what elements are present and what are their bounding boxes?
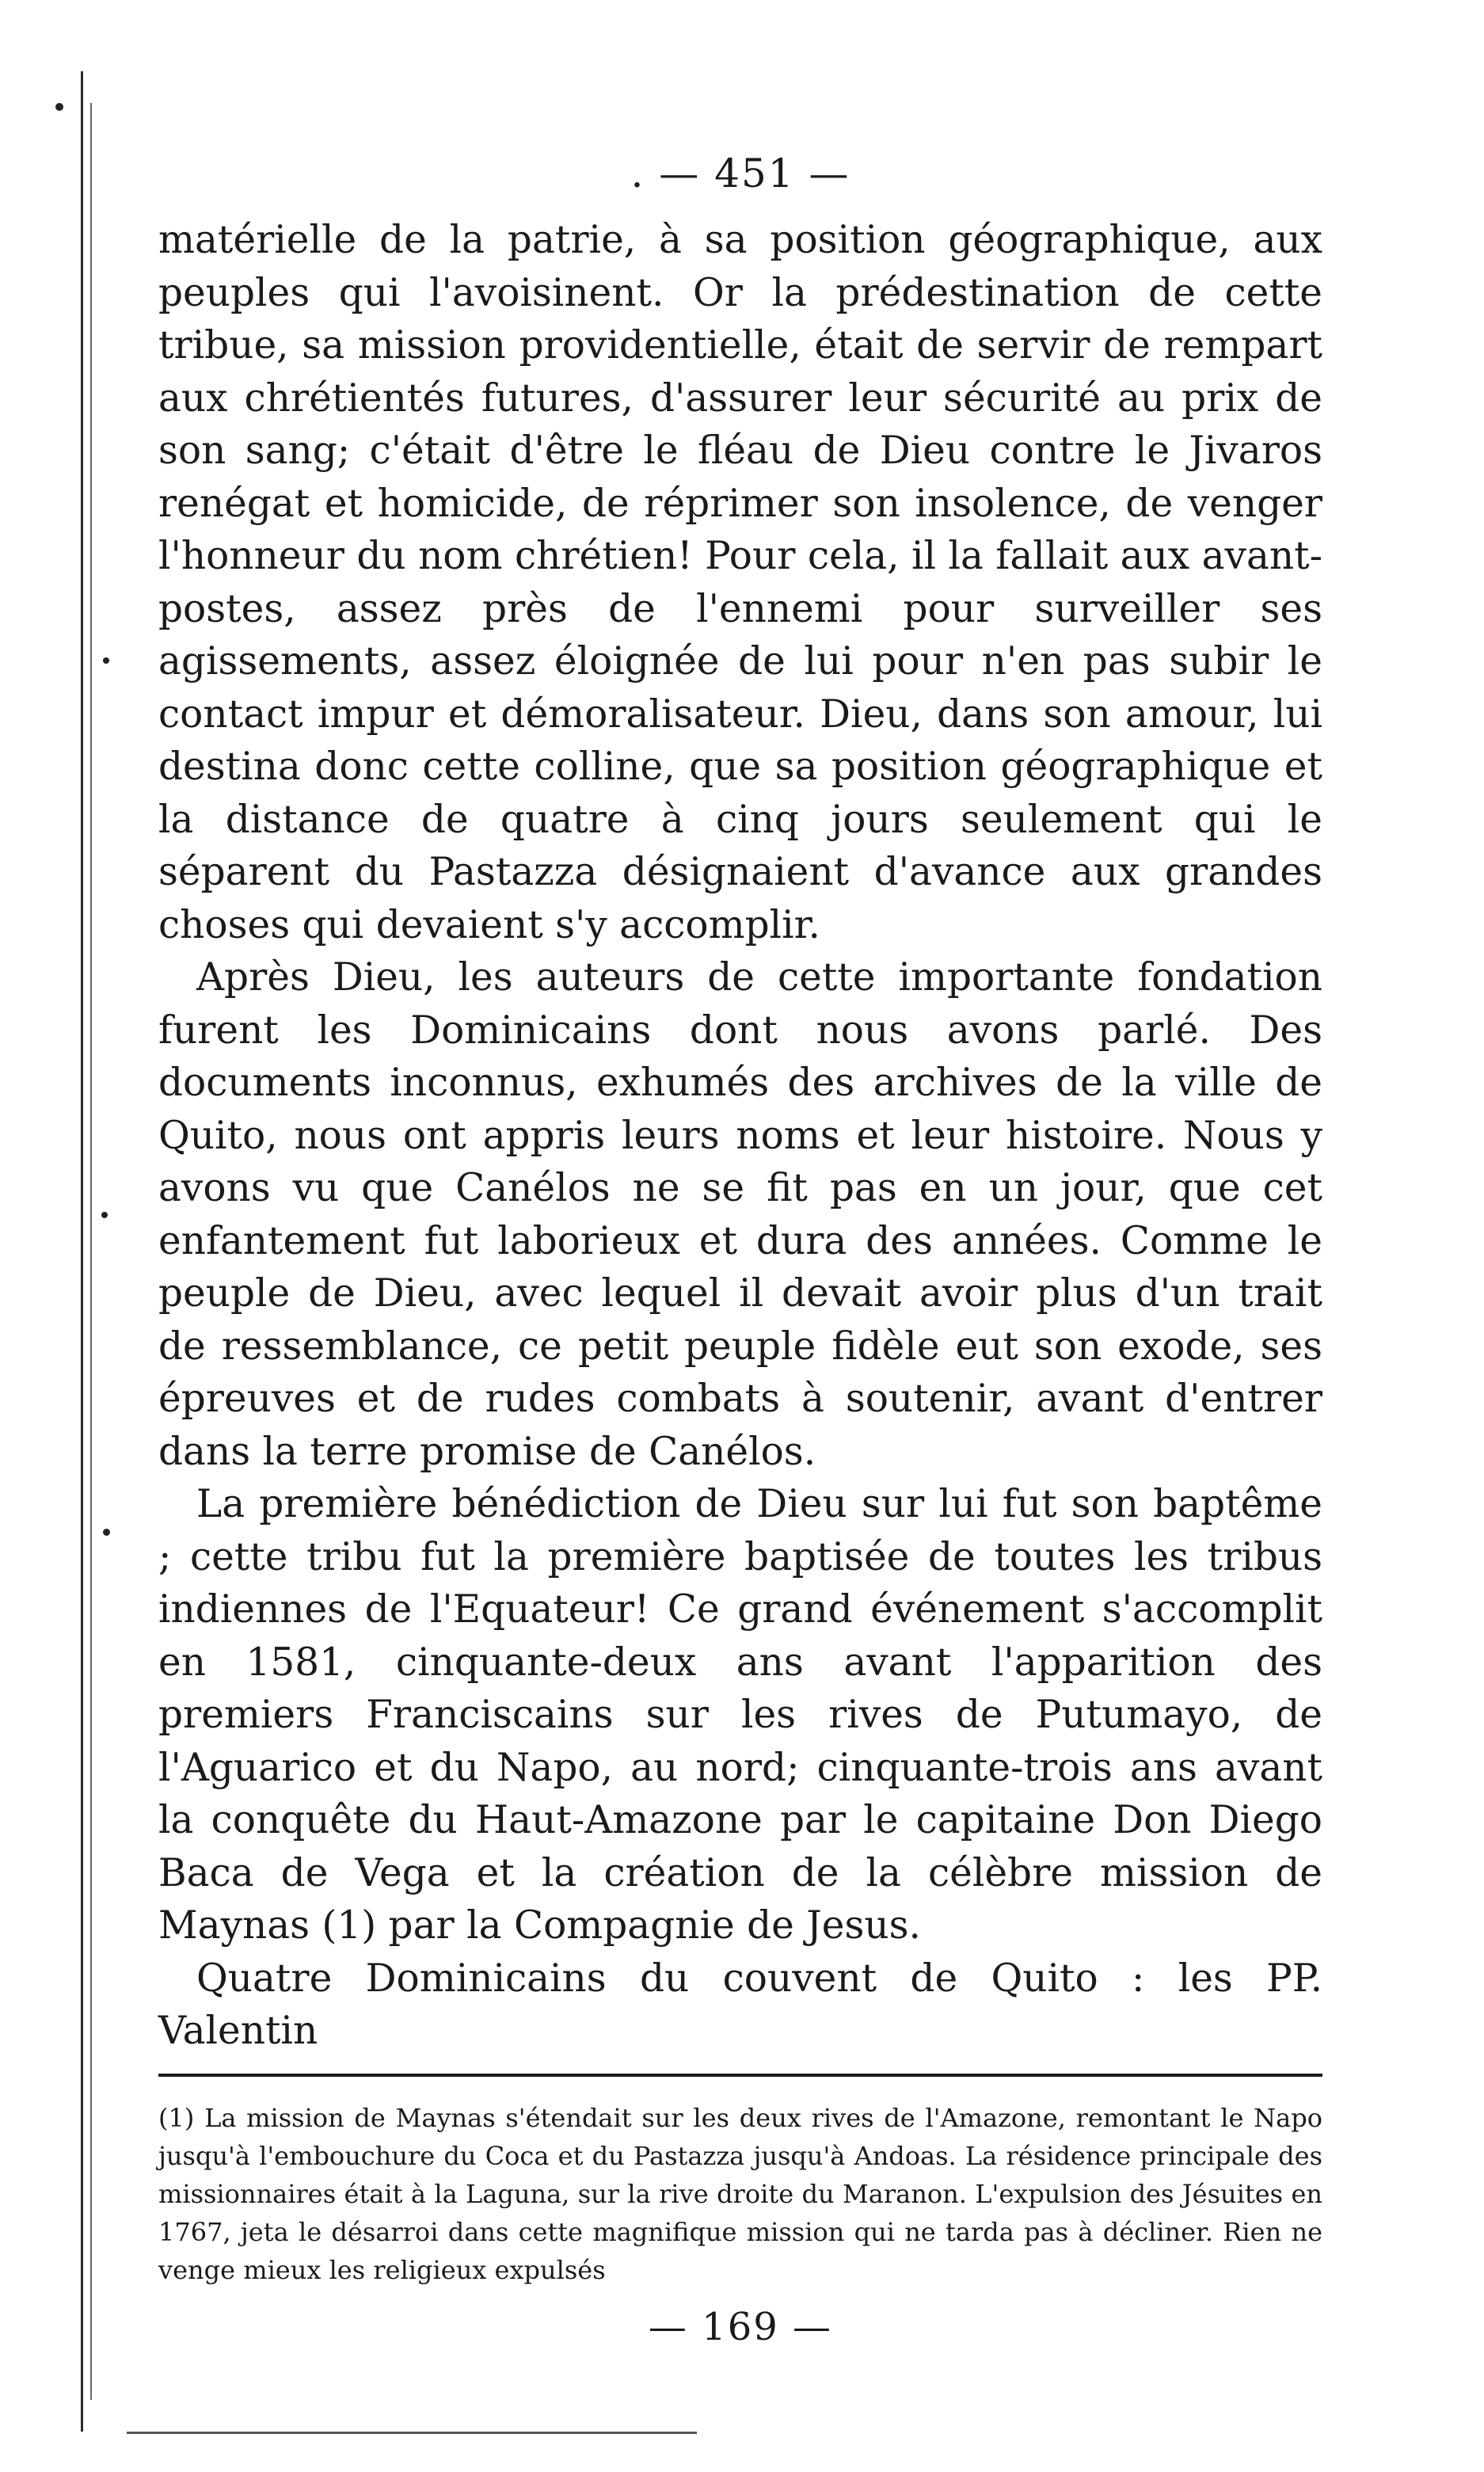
ink-speck bbox=[103, 657, 109, 664]
signature-mark: — 169 — bbox=[648, 2304, 833, 2349]
bottom-edge-line bbox=[127, 2432, 697, 2434]
body-paragraph-2: Après Dieu, les auteurs de cette importante fondation furent les Dominicains dont nous avons parlé. Des documents inconnus, exhumés des archives de la ville de Quito, nous ont appris leurs noms et leur histoire. Nous y avons vu que Canélos ne se fit pas en un jour, que cet enfantement fut laborieux et dura des années. Comme le peuple de Dieu, avec lequel il devait avoir plus d'un trait de ressemblance, ce petit peuple fidèle eut son exode, ses épreuves et de rudes combats à soutenir, avant d'entrer dans la terre promise de Canélos. bbox=[158, 955, 1322, 1474]
book-spine-margin bbox=[55, 0, 143, 2472]
ink-speck bbox=[101, 1212, 108, 1218]
ink-speck bbox=[103, 1529, 110, 1536]
body-paragraph-3: La première bénédiction de Dieu sur lui fut son baptême ; cette tribu fut la première baptisée de toutes les tribus indiennes de l'Equateur! Ce grand événement s'accomplit en 1581, cinquante-deux ans avant l'apparition des premiers Franciscains sur les rives de Putumayo, de l'Aguarico et du Napo, au nord; cinquante-trois ans avant la conquête du Haut-Amazone par le capitaine Don Diego Baca de Vega et la création de la célèbre mission de Maynas (1) par la Compagnie de Jesus. bbox=[158, 1482, 1322, 1948]
ink-speck bbox=[55, 103, 63, 111]
footnote-separator bbox=[158, 2074, 1322, 2077]
book-page bbox=[158, 150, 1322, 2349]
body-paragraph-1: matérielle de la patrie, à sa position géographique, aux peuples qui l'avoisinent. Or la prédestination de cette tribue, sa mission providentielle, était de servir de rempart aux chrétientés futures, d'assurer leur sécurité au prix de son sang; c'était d'être le fléau de Dieu contre le Jivaros renégat et homicide, de réprimer son insolence, de venger l'honneur du nom chrétien! Pour cela, il la fallait aux avant-postes, assez près de l'ennemi pour surveiller ses agissements, assez éloignée de lui pour n'en pas subir le contact impur et démoralisateur. Dieu, dans son amour, lui destina donc cette colline, que sa position géographique et la distance de quatre à cinq jours seulement qui le séparent du Pastazza désignaient d'avance aux grandes choses qui devaient s'y accomplir. bbox=[158, 218, 1322, 947]
body-paragraph-4: Quatre Dominicains du couvent de Quito : les PP. Valentin bbox=[158, 1956, 1322, 2053]
footnote: (1) La mission de Maynas s'étendait sur les deux rives de l'Amazone, remontant le Napo jusqu'à l'embouchure du Coca et du Pastazza jusqu'à Andoas. La résidence principale des missionnaires était à la Laguna, sur la rive droite du Maranon. L'expulsion des Jésuites en 1767, jeta le désarroi dans cette magnifique mission qui ne tarda pas à décliner. Rien ne venge mieux les religieux expulsés bbox=[158, 2102, 1322, 2285]
spine-shadow-line bbox=[90, 103, 92, 2400]
spine-edge-line bbox=[81, 71, 83, 2432]
page-header-number: . — 451 — bbox=[630, 150, 850, 196]
